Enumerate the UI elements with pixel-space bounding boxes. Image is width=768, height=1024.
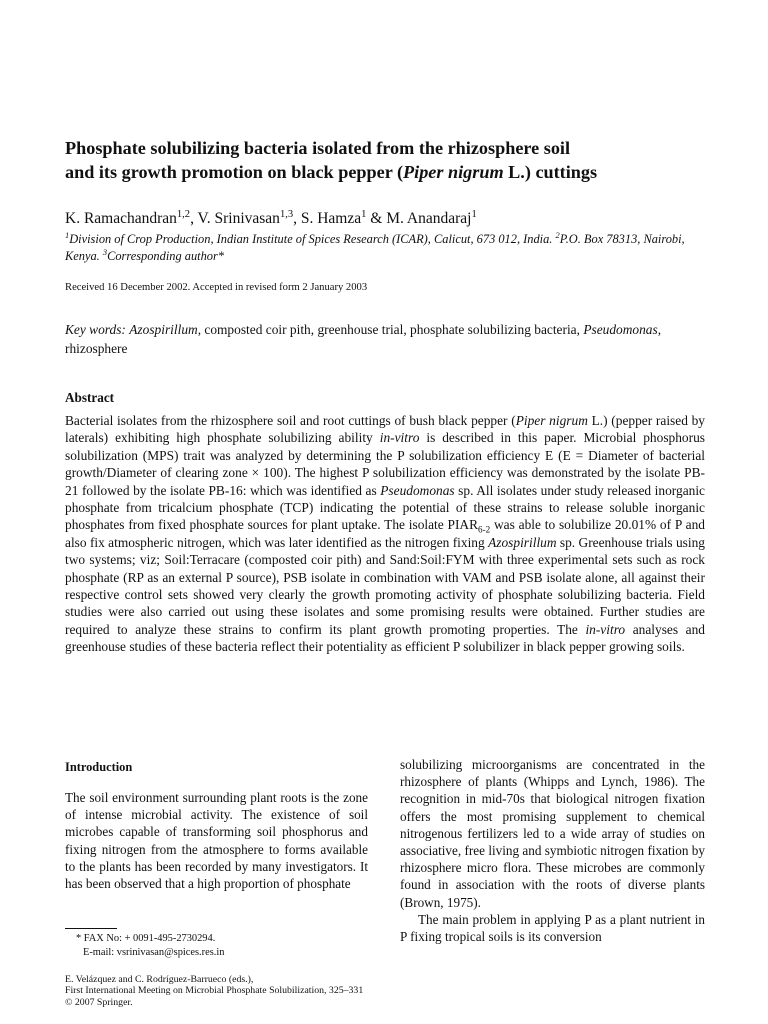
abstract-italic: in-vitro xyxy=(585,621,626,637)
abstract-subscript: 6-2 xyxy=(478,525,491,536)
abstract-text: analyses and greenhouse studies of these bacteria reflect their potentiality as efficient P solubilizer in black pepper growing soils. xyxy=(65,621,705,655)
source-meeting: First International Meeting on Microbial Phosphate Solubilization, 325–331 xyxy=(65,985,364,997)
affil-text: P.O. Box 78313, Nairobi, Kenya. xyxy=(65,232,685,263)
title-line2-start: and its growth promotion on black pepper ( xyxy=(65,162,404,182)
author-affil-mark: 1 xyxy=(471,208,477,220)
abstract-italic: Pseudomonas xyxy=(380,482,455,498)
title-line2-end: L.) cuttings xyxy=(503,162,598,182)
affil-mark: 2 xyxy=(555,229,560,240)
affil-mark: 3 xyxy=(102,246,108,257)
author-affil-mark: 1 xyxy=(361,208,367,220)
intro-paragraph: solubilizing microorganisms are concentrated in the rhizosphere of plants (Whipps and Lynch, 1986). The recognition in mid-70s that biological nitrogen fixation offers the most promising supplement to chemical nitrogenous fertilizers led to a wide array of studies on associative, free living and symbiotic nitrogen fixation by rhizosphere micro flora. These microbes are commonly found in association with the roots of diverse plants (Brown, 1975). xyxy=(400,757,705,910)
author-name: , V. Srinivasan xyxy=(190,210,280,227)
affil-mark: 1 xyxy=(65,229,70,240)
keyword: Pseudomonas xyxy=(583,322,658,337)
introduction-left-column: The soil environment surrounding plant roots is the zone of intense microbial activity. The existence of soil microbes capable of transforming soil phosphorus and fixing nitrogen from the atmosphere to forms available to the plants has been recorded by many investigators. It has been observed that a high proportion of phosphate xyxy=(65,790,368,892)
author-name: & M. Anandaraj xyxy=(366,210,472,227)
author-affil-mark: 1,2 xyxy=(176,208,191,220)
abstract-text: is described in this paper. Microbial phosphorus solubilization (MPS) trait was analyzed by determining the P solubilization efficiency E (E = Diameter of bacterial growth/Diameter of clearing zone × 100). The highest P solubilization efficiency was demonstrated by the isolate PB-21 followed by the isolate PB-16: which was identified as xyxy=(65,430,705,498)
author-name: K. Ramachandran xyxy=(65,210,177,227)
abstract-text: sp. Greenhouse trials using two systems; viz; Soil:Terracare (composted coir pith) and Sand:Soil:FYM with three experimental sets such as rock phosphate (RP as an external P source), PSB isolate in combination with VAM and PSB isolate alone, all against their respective control sets showed very clearly the growth promoting activity of phosphate solubilizing bacteria. Field studies were also carried out using these isolates and some promising results were obtained. Further studies are required to analyze these strains to confirm its plant growth promoting properties. The xyxy=(65,534,706,637)
affiliations xyxy=(65,231,705,265)
abstract-italic: in-vitro xyxy=(379,430,420,446)
affil-text: Corresponding author* xyxy=(107,249,224,263)
source-citation xyxy=(65,974,465,1008)
author-list xyxy=(65,209,725,229)
received-dates: Received 16 December 2002. Accepted in revised form 2 January 2003 xyxy=(65,282,368,293)
introduction-right-column xyxy=(400,756,705,945)
author-affil-mark: 1,3 xyxy=(279,208,294,220)
author-name: , S. Hamza xyxy=(293,210,362,227)
intro-paragraph: The main problem in applying P as a plant nutrient in P fixing tropical soils is its conversion xyxy=(400,911,705,945)
keyword: , composted coir pith, greenhouse trial, phosphate solubilizing bacteria, xyxy=(197,322,584,337)
abstract-text: Bacterial isolates from the rhizosphere soil and root cuttings of bush black pepper ( xyxy=(65,413,516,428)
footnote xyxy=(76,932,366,959)
keywords-label: Key words: xyxy=(65,322,126,337)
source-editors: E. Velázquez and C. Rodríguez-Barrueco (eds.), xyxy=(65,974,254,985)
keyword: , rhizosphere xyxy=(65,322,662,356)
footnote-email: E-mail: vsrinivasan@spices.res.in xyxy=(83,946,225,958)
title-species: Piper nigrum xyxy=(403,162,504,182)
affil-text: Division of Crop Production, Indian Institute of Spices Research (ICAR), Calicut, 673 012, India. xyxy=(69,232,556,246)
paper-title xyxy=(65,136,725,184)
introduction-heading: Introduction xyxy=(65,760,133,774)
abstract-text: L.) (pepper raised by laterals) exhibiting high phosphate solubilizing ability xyxy=(65,413,705,446)
keywords xyxy=(65,320,715,358)
abstract-text: was able to solubilize 20.01% of P and also fix atmospheric nitrogen, which was later identified as the nitrogen fixing xyxy=(65,517,705,550)
footnote-divider xyxy=(65,928,117,929)
abstract-italic: Piper nigrum xyxy=(515,413,588,428)
abstract-text: sp. All isolates under study released inorganic phosphate from tricalcium phosphate (TCP) indicating the potential of these strains to release soluble inorganic phosphates from fixed phosphate sources for plant uptake. The isolate PIAR xyxy=(65,482,706,533)
footnote-fax: * FAX No: + 0091-495-2730294. xyxy=(76,933,216,944)
abstract-italic: Azospirillum xyxy=(488,534,557,550)
keyword: Azospirillum xyxy=(129,322,198,337)
source-copyright: © 2007 Springer. xyxy=(65,996,133,1008)
title-line1: Phosphate solubilizing bacteria isolated from the rhizosphere soil xyxy=(65,138,571,158)
abstract-body xyxy=(65,412,705,656)
abstract-heading: Abstract xyxy=(65,390,115,405)
